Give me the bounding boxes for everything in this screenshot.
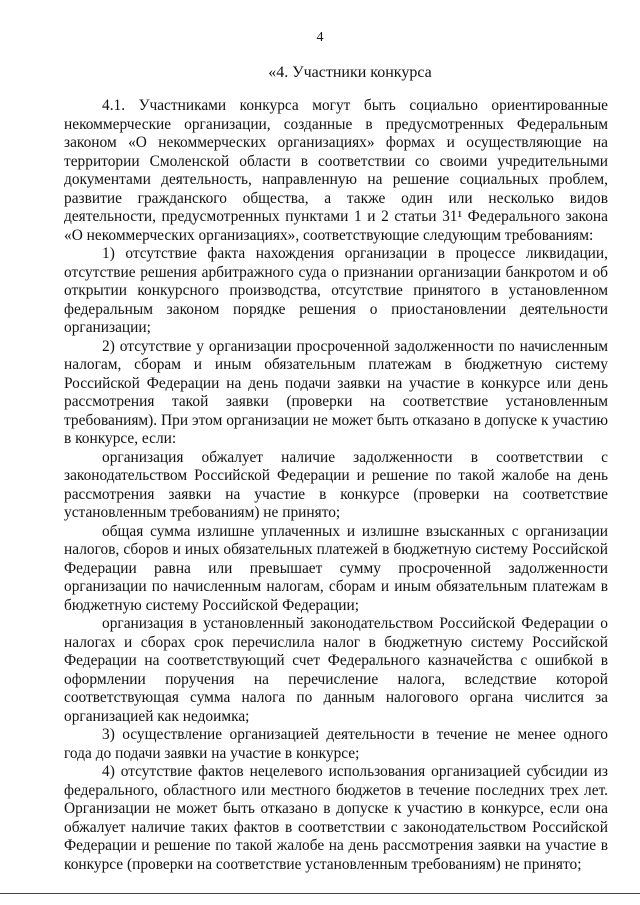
paragraph-subitem-overpayment: общая сумма излишне уплаченных и излишне взысканных с организации налогов, сборов и иных обязательных платежей в бюджетную систему Российской Федерации равна или превышает сумму просроченной задолженности организации по начисленным налогам, сборам и иным обязательным платежам в бюджетную систему Российской Федерации; (64, 522, 608, 614)
paragraph-4-1: 4.1. Участниками конкурса могут быть социально ориентированные некоммерческие организации, созданные в предусмотренных Федеральным законом «О некоммерческих организациях» формах и осуществляющие на территории Смоленской области в соответствии со своими учредительными документами деятельность, направленную на решение социальных проблем, развитие гражданского общества, а также один или несколько видов деятельности, предусмотренных пунктами 1 и 2 статьи 31¹ Федерального закона «О некоммерческих организациях», соответствующие следующим требованиям: (64, 97, 608, 244)
paragraph-item-1: 1) отсутствие факта нахождения организации в процессе ликвидации, отсутствие решения арбитражного суда о признании организации банкротом и об открытии конкурсного производства, отсутствие принятого в установленном федеральным законом порядке решения о приостановлении деятельности организации; (64, 245, 608, 336)
bottom-edge-line (0, 893, 640, 894)
paragraph-subitem-transfer-error: организация в установленный законодательством Российской Федерации о налогах и сборах срок перечислила налог в бюджетную систему Российской Федерации на соответствующий счет Федерального казначейства с ошибкой в оформлении поручения на перечисление налога, вследствие которой соответствующая сумма налога по данным налогового органа числится за организацией как недоимка; (64, 615, 608, 725)
paragraph-item-3: 3) осуществление организацией деятельности в течение не менее одного года до подачи заявки на участие в конкурсе; (64, 726, 608, 762)
paragraph-item-2: 2) отсутствие у организации просроченной задолженности по начисленным налогам, сборам и иным обязательным платежам в бюджетную систему Российской Федерации на день подачи заявки на участие в конкурсе или день рассмотрения такой заявки (проверки на соответствие установленным требованиям). При этом организации не может быть отказано в допуске к участию в конкурсе, если: (64, 337, 608, 447)
paragraph-subitem-appeal: организация обжалует наличие задолженности в соответствии с законодательством Российской Федерации и решение по такой жалобе на день рассмотрения заявки на участие в конкурсе (проверки на соответствие установленным требованиям) не принято; (64, 448, 608, 521)
paragraph-item-4: 4) отсутствие фактов нецелевого использования организацией субсидии из федерального, областного или местного бюджетов в течение последних трех лет. Организации не может быть отказано в допуске к участию в конкурсе, если она обжалует наличие таких фактов в соответствии с законодательством Российской Федерации и решение по такой жалобе на день рассмотрения заявки на участие в конкурсе (проверки на соответствие установленным требованиям) не принято; (64, 763, 608, 873)
section-title: «4. Участники конкурса (268, 64, 432, 81)
page-number: 4 (316, 30, 324, 45)
document-body (64, 97, 608, 874)
